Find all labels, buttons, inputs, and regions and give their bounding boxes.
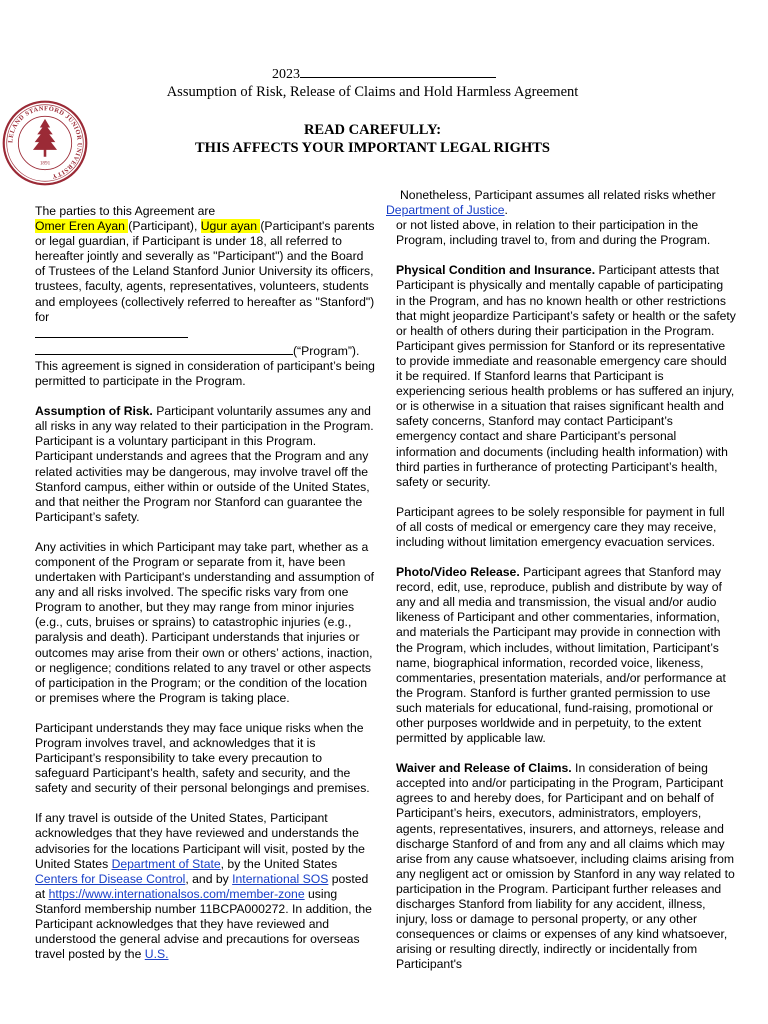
left-column bbox=[35, 204, 375, 962]
svg-text:LELAND STANFORD JUNIOR UNIVERS: LELAND STANFORD JUNIOR UNIVERSITY bbox=[7, 105, 83, 180]
year-blank-line bbox=[300, 64, 496, 78]
travel-text-3: , and by bbox=[185, 871, 233, 886]
link-cdc[interactable]: Centers for Disease Control bbox=[35, 871, 186, 886]
document-title: Assumption of Risk, Release of Claims and Hold Harmless Agreement bbox=[166, 84, 579, 100]
parties-rest: (Participant's parents or legal guardian, if Participant is under 18, all referred to hereafter jointly and severally as "Participant") and the Board of Trustees of the Leland Stanford Junior University its officers, trustees, faculty, agents, representatives, volunteers, students and employees (collectively referred to hereafter as "Stanford") for bbox=[35, 219, 375, 324]
physical-heading: Physical Condition and Insurance. bbox=[396, 263, 596, 278]
travel-text-5: using Stanford membership number 11BCPA000272. In addition, the Participant acknowledges that they have reviewed and understood the general advise and precautions for overseas travel posted by the bbox=[35, 886, 372, 962]
payment-paragraph: Participant agrees to be solely responsible for payment in full of all costs of medical or emergency care they may receive, including without limitation emergency evacuation services. bbox=[396, 504, 725, 549]
link-member-zone-url[interactable]: https://www.internationalsos.com/member-zone bbox=[48, 886, 305, 901]
assumption-text: Participant voluntarily assumes any and all risks in any way related to their participation in the Program. Participant is a voluntary participant in this Program. Participant understands and agrees that the Program and any related activities may be dangerous, may involve travel off the Stanford campus, either within or outside of the United States, and that neither the Program nor Stanford can guarantee the Participant’s safety. bbox=[35, 404, 374, 524]
right-column bbox=[386, 188, 736, 973]
not-listed-paragraph: or not listed above, in relation to their participation in the Program, including travel to, from and during the Program. bbox=[396, 218, 711, 248]
photo-video-paragraph bbox=[386, 565, 736, 746]
waiver-heading: Waiver and Release of Claims. bbox=[396, 761, 572, 776]
signed-consideration-text: This agreement is signed in consideration of participant’s being permitted to participate in the Program. bbox=[35, 358, 375, 389]
document-year-line bbox=[0, 64, 768, 83]
guardian-name: Ugur ayan bbox=[200, 219, 261, 234]
program-blank-line-2 bbox=[35, 342, 293, 355]
program-blank-line-1 bbox=[35, 325, 188, 338]
travel-text-4: posted at bbox=[35, 871, 369, 901]
travel-paragraph bbox=[35, 811, 375, 962]
waiver-text: In consideration of being accepted into and/or participating in the Program, Participant agrees to and hereby does, for Participant and on behalf of Participant’s heirs, executors, administrators, employers, agents, representatives, insurers, and attorneys, release and discharge Stanford of and from any and all claims which may arise from any cause whatsoever, including claims arising from any negligent act or omission by Stanford in any way related to participation in the Program. Participant further releases and discharges Stanford from liability for any accident, illness, injury, loss or damage to personal property, or any other consequences or claims or expenses of any kind whatsoever, arising or resulting directly, indirectly or incidentally from Participant's bbox=[396, 761, 735, 972]
link-international-sos[interactable]: International SOS bbox=[232, 871, 329, 886]
doj-line bbox=[386, 203, 736, 218]
physical-text: Participant attests that Participant is physically and mentally capable of participating in the Program, and has no known health or other restrictions that might jeopardize Participant’s safety or health or the safety or health of others during their participation in the Program. Participant gives permission for Stanford or its representative to provide immediate and reasonable emergency care should it be required. If Stanford learns that Participant is experiencing serious health problems or has suffered an injury, or is otherwise in a situation that raises significant health and safety concerns, Stanford may contact Participant’s emergency contact and share Participant’s personal information and documents (including health information) with third parties in furtherance of protecting Participant’s health, safety or security. bbox=[396, 263, 736, 489]
participant-label: (Participant), bbox=[128, 219, 201, 234]
participant-name: Omer Eren Ayan bbox=[35, 219, 129, 234]
activities-paragraph: Any activities in which Participant may take part, whether as a component of the Program or separate from it, have been undertaken with Participant's understanding and assumption of any and all risks involved. The specific risks vary from one Program to another, but they may range from minor injuries (e.g., cuts, bruises or sprains) to catastrophic injuries (e.g., paralysis and death). Participant understands that injuries or outcomes may arise from their own or others’ actions, inaction, or negligence; conditions related to any travel or other aspects of participation in the Program; or the condition of the location or premises where the Program is taking place. bbox=[35, 539, 375, 705]
seal-year: 1891 bbox=[39, 160, 51, 167]
program-label: (“Program”). bbox=[293, 343, 360, 358]
physical-condition-paragraph bbox=[386, 263, 736, 489]
travel-text-2: , by the United States bbox=[220, 856, 338, 871]
nonetheless-text: Nonetheless, Participant assumes all related risks whether bbox=[400, 188, 716, 202]
link-department-of-justice[interactable]: Department of Justice bbox=[386, 203, 505, 218]
travel-text-1: If any travel is outside of the United States, Participant acknowledges that they have reviewed and understands the advisories for the locations Participant will visit, posted by the United States bbox=[35, 811, 365, 871]
parties-intro: The parties to this Agreement are bbox=[35, 204, 216, 218]
parties-paragraph bbox=[35, 204, 375, 389]
photo-text: Participant agrees that Stanford may record, edit, use, reproduce, publish and distribute by way of any and all media and transmission, the visual and/or audio likeness of Participant and other commentaries, information, and materials the Participant may provide in connection with the Program, which includes, without limitation, Participant’s name, biographical information, recorded voice, likeness, commentaries, presentation materials, and/or performance at the Program. Stanford is further granted permission to use such materials for educational, fund-raising, promotional or other purposes worldwide and in perpetuity, to the extent permitted by applicable law. bbox=[396, 565, 726, 746]
assumption-heading: Assumption of Risk. bbox=[35, 404, 153, 419]
link-us[interactable]: U.S. bbox=[144, 947, 169, 962]
photo-heading: Photo/Video Release. bbox=[396, 565, 520, 580]
waiver-paragraph bbox=[386, 761, 736, 972]
read-carefully-text: READ CAREFULLY: bbox=[303, 122, 442, 138]
warning-heading bbox=[0, 121, 745, 157]
legal-rights-text: THIS AFFECTS YOUR IMPORTANT LEGAL RIGHTS bbox=[195, 140, 550, 156]
link-department-of-state[interactable]: Department of State bbox=[111, 856, 221, 871]
assumption-of-risk-paragraph bbox=[35, 404, 375, 525]
unique-risks-paragraph: Participant understands they may face unique risks when the Program involves travel, and acknowledges that it is Participant’s responsibility to take every precaution to safeguard Participant’s health, safety and security, and the safety and security of their personal belongings and premises. bbox=[35, 720, 370, 796]
doj-period: . bbox=[504, 203, 508, 218]
document-year: 2023 bbox=[272, 67, 300, 82]
